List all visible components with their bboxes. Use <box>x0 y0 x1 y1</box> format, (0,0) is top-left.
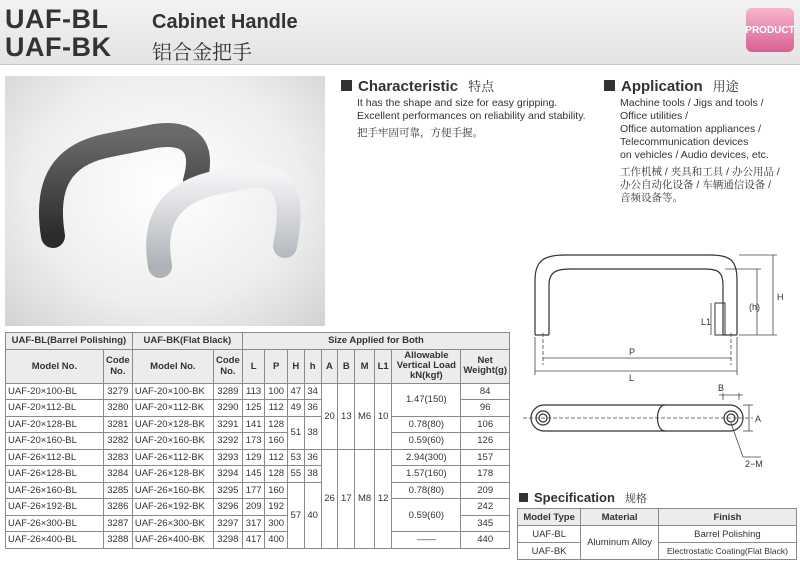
square-bullet-icon <box>341 80 352 91</box>
specification-table <box>517 508 797 560</box>
model-name-bl: UAF-BL <box>5 4 109 34</box>
table-row: UAF-26×112-BL 3283 UAF-26×112-BK 3293 129 112 53 36 26 17 M8 12 2.94(300) 157 <box>6 449 510 466</box>
dim-label-H: H <box>777 292 784 302</box>
application-text: Machine tools / Jigs and tools / Office utilities / Office automation appliances / Telecommunication devices on vehicles / Audio devices, etc. 工作机械 / 夹具和工具 / 办公用品 / 办公自动化设备 / 车辆通信设备 / 音频设备等。 <box>620 97 780 204</box>
square-bullet-icon <box>604 80 615 91</box>
table-row: UAF-20×160-BL 3282 UAF-20×160-BK 3292 173 160 0.59(60) 126 <box>6 433 510 450</box>
table-row: UAF-20×128-BL 3281 UAF-20×128-BK 3291 141 128 51 38 0.78(80) 106 <box>6 416 510 433</box>
dim-label-P: P <box>629 347 636 357</box>
characteristic-text: It has the shape and size for easy gripping. Excellent performances on reliability and stability. 把手牢固可靠，方便手握。 <box>357 97 586 139</box>
table-group-header: UAF-BL(Barrel Polishing) UAF-BK(Flat Black) Size Applied for Both <box>6 333 510 350</box>
handle-photo-illustration <box>5 76 325 326</box>
square-bullet-icon <box>519 493 528 502</box>
table-row: UAF-26×300-BL 3287 UAF-26×300-BK 3297 317 300 345 <box>6 515 510 532</box>
dim-label-M: 2−M <box>745 459 763 469</box>
header-bar <box>0 0 800 65</box>
table-row: UAF-26×128-BL 3284 UAF-26×128-BK 3294 145 128 55 38 1.57(160) 178 <box>6 466 510 483</box>
silver-handle <box>158 176 289 266</box>
model-name-bk: UAF-BK <box>5 32 112 62</box>
product-badge: PRODUCT <box>746 8 794 52</box>
table-row: UAF-26×192-BL 3286 UAF-26×192-BK 3296 209 192 0.59(60) 242 <box>6 499 510 516</box>
application-heading: Application 用途 <box>604 76 739 95</box>
table-row: UAF-20×100-BL 3279 UAF-20×100-BK 3289 113 100 47 34 20 13 M6 10 1.47(150) 84 <box>6 383 510 400</box>
dim-label-A: A <box>755 414 762 424</box>
dim-label-h: (h) <box>749 302 760 312</box>
specification-heading: Specification 规格 <box>519 490 647 506</box>
table-row: UAF-20×112-BL 3280 UAF-20×112-BK 3290 125 112 49 36 96 <box>6 400 510 417</box>
spec-row: UAF-BK Electrostatic Coating(Flat Black) <box>518 543 797 560</box>
dim-label-L: L <box>629 373 635 383</box>
product-title: Cabinet Handle <box>152 11 298 33</box>
dim-label-L1: L1 <box>701 317 712 327</box>
dim-label-B: B <box>718 383 725 393</box>
product-photo <box>5 76 325 326</box>
table-row: UAF-26×160-BL 3285 UAF-26×160-BK 3295 177 160 57 40 0.78(80) 209 <box>6 482 510 499</box>
black-handle <box>51 135 198 236</box>
table-row: UAF-26×400-BL 3288 UAF-26×400-BK 3298 417 400 —— 440 <box>6 532 510 549</box>
spec-row: UAF-BL Aluminum Alloy Barrel Polishing <box>518 526 797 543</box>
spec-header-row: Model Type Material Finish <box>518 509 797 526</box>
product-title-cn: 铝合金把手 <box>152 42 252 64</box>
size-table <box>5 332 510 549</box>
characteristic-heading: Characteristic 特点 <box>341 76 494 95</box>
technical-drawing <box>515 245 800 480</box>
table-column-header: Model No. Code No. Model No. Code No. L P H h A B M L1 Allowable Vertical Load kN(kgf) Net Weight(g) <box>6 349 510 383</box>
